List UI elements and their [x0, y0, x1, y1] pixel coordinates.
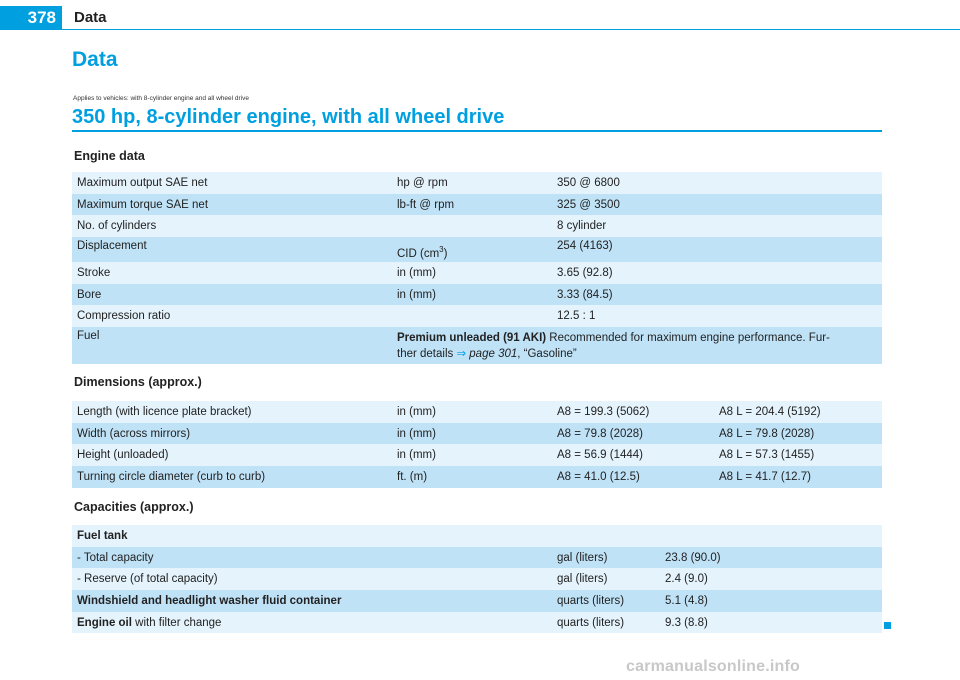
row-value: 350 @ 6800	[557, 176, 620, 189]
table-row	[72, 305, 882, 327]
row-value-a8l: A8 L = 204.4 (5192)	[719, 405, 821, 418]
row-label: Displacement	[77, 240, 147, 253]
row-unit: CID $(cm^3)$	[397, 245, 448, 261]
row-label: Windshield and headlight washer fluid container	[77, 594, 342, 607]
arrow-icon: ⇒	[456, 347, 467, 360]
fuel-label: Fuel	[77, 330, 100, 343]
row-value-a8: A8 = 79.8 (2028)	[557, 427, 643, 440]
row-unit: gal (liters)	[557, 573, 608, 586]
table-row	[72, 262, 882, 284]
table-row	[72, 525, 882, 547]
row-unit: quarts (liters)	[557, 594, 625, 607]
table-row	[72, 194, 882, 216]
row-label: Compression ratio	[77, 310, 171, 323]
table-row	[72, 590, 882, 612]
applies-to-note: Applies to vehicles: with 8-cylinder engine and all wheel drive	[73, 95, 249, 102]
row-value-a8l: A8 L = 41.7 (12.7)	[719, 470, 811, 483]
fuel-row	[72, 327, 882, 364]
section-subtitle: 350 hp, 8-cylinder engine, with all wheel drive	[72, 106, 505, 128]
row-value: 325 @ 3500	[557, 198, 620, 211]
row-label: No. of cylinders	[77, 220, 157, 233]
row-label: Height (unloaded)	[77, 449, 169, 462]
row-unit: in (mm)	[397, 288, 436, 301]
row-unit	[392, 215, 552, 237]
table-row	[72, 423, 882, 445]
row-label: Maximum output SAE net	[77, 176, 208, 189]
row-value-a8: A8 = 41.0 (12.5)	[557, 470, 640, 483]
row-unit: ft. (m)	[397, 470, 428, 483]
table-row	[72, 444, 882, 466]
table-row	[72, 237, 882, 262]
page-reference-link[interactable]: page 301	[466, 347, 518, 360]
row-unit: in (mm)	[397, 427, 436, 440]
row-label: Maximum torque SAE net	[77, 198, 209, 211]
row-value: 3.65 (92.8)	[557, 266, 613, 279]
table-row	[72, 466, 882, 488]
row-value: 2.4 (9.0)	[665, 573, 708, 586]
table-row	[72, 568, 882, 590]
row-value-a8l: A8 L = 57.3 (1455)	[719, 449, 815, 462]
table-row	[72, 547, 882, 569]
capacities-heading: Capacities (approx.)	[74, 500, 194, 514]
fuel-tank-label: Fuel tank	[77, 529, 128, 542]
table-row	[72, 401, 882, 423]
table-row	[72, 284, 882, 306]
engine-data-table	[72, 172, 882, 364]
row-unit: hp @ rpm	[397, 176, 448, 189]
page-title: Data	[72, 48, 118, 71]
row-value-a8: A8 = 56.9 (1444)	[557, 449, 643, 462]
watermark: carmanualsonline.info	[626, 658, 801, 675]
row-label: Stroke	[77, 266, 111, 279]
row-label: Turning circle diameter (curb to curb)	[77, 470, 266, 483]
row-value: 254 (4163)	[557, 240, 613, 253]
row-value: 9.3 (8.8)	[665, 616, 708, 629]
row-value: 3.33 (84.5)	[557, 288, 613, 301]
header-rule	[62, 29, 960, 30]
row-unit: in (mm)	[397, 449, 436, 462]
page-number: 378	[27, 8, 56, 27]
running-title: Data	[74, 9, 107, 26]
row-unit: gal (liters)	[557, 551, 608, 564]
subtitle-rule	[72, 130, 882, 132]
row-value-a8l: A8 L = 79.8 (2028)	[719, 427, 815, 440]
capacities-table	[72, 525, 882, 633]
table-row	[72, 215, 882, 237]
fuel-grade: Premium unleaded (91 AKI)	[397, 331, 547, 344]
row-label: Width (across mirrors)	[77, 427, 191, 440]
row-label: Bore	[77, 288, 102, 301]
engine-data-heading: Engine data	[74, 149, 145, 163]
dimensions-table	[72, 401, 882, 488]
row-label: Length (with licence plate bracket)	[77, 405, 252, 418]
row-value: 8 cylinder	[557, 220, 607, 233]
table-row	[72, 172, 882, 194]
row-unit: in (mm)	[397, 405, 436, 418]
row-value: 12.5 : 1	[557, 310, 596, 323]
row-unit: quarts (liters)	[557, 616, 625, 629]
row-label: Engine oil with filter change	[77, 616, 222, 629]
table-row	[72, 612, 882, 634]
row-value: 5.1 (4.8)	[665, 594, 708, 607]
page-number-badge	[0, 6, 62, 30]
row-unit: lb-ft @ rpm	[397, 198, 455, 211]
dimensions-heading: Dimensions (approx.)	[74, 375, 202, 389]
row-value: 23.8 (90.0)	[665, 551, 721, 564]
row-unit	[392, 305, 552, 327]
row-label: - Reserve (of total capacity)	[77, 573, 218, 586]
row-label: - Total capacity	[77, 551, 154, 564]
section-end-marker	[884, 622, 891, 629]
row-unit: in (mm)	[397, 266, 436, 279]
row-value-a8: A8 = 199.3 (5062)	[557, 405, 650, 418]
fuel-description: Premium unleaded (91 AKI) Recommended for maximum engine performance. Fur- ther details ⇒ page 301, “Gasoline”	[397, 331, 830, 360]
